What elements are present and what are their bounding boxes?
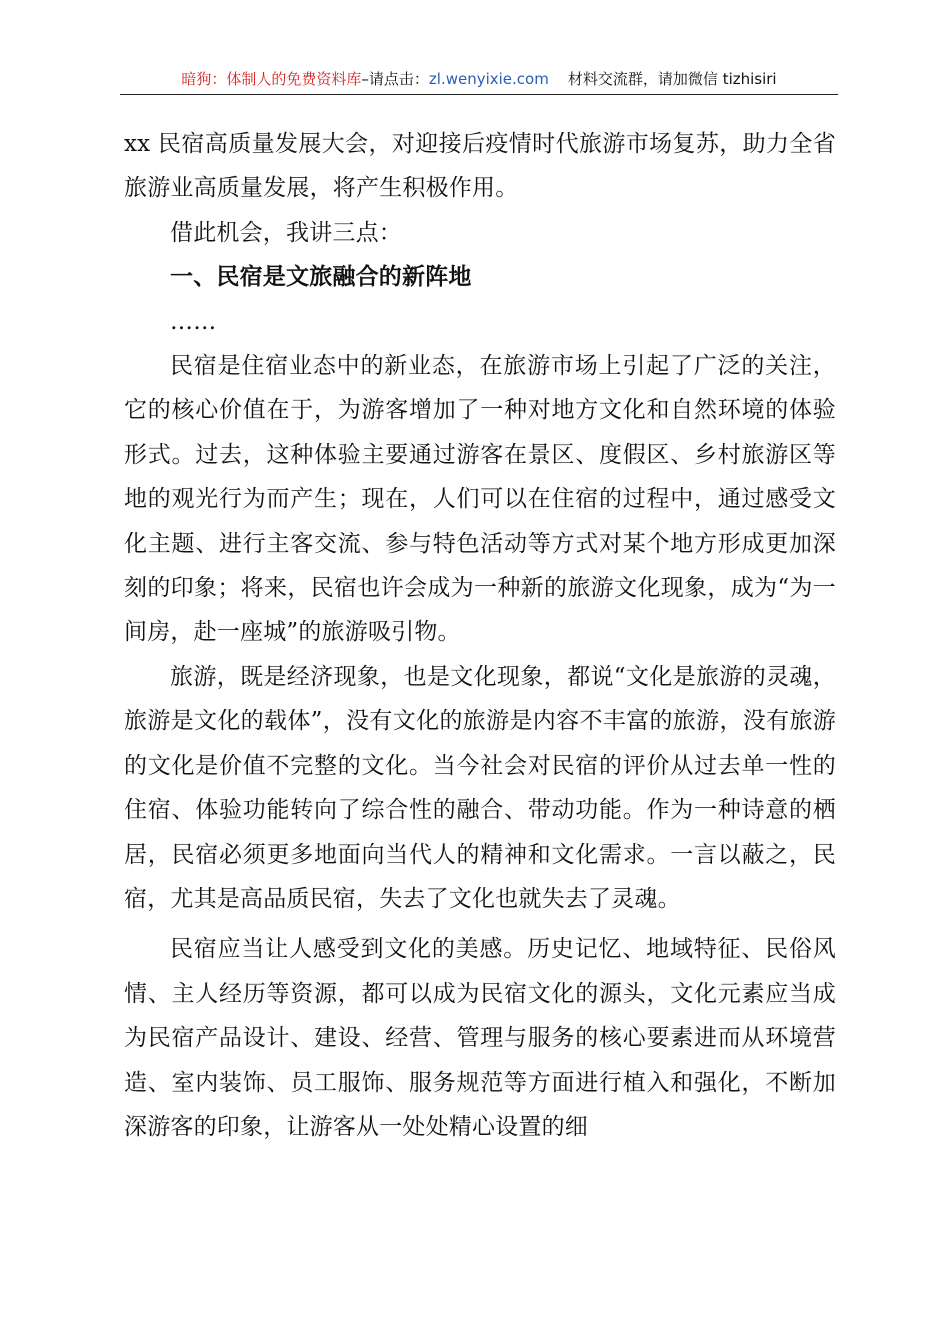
header-wechat-note: 材料交流群，请加微信 tizhisiri (567, 70, 777, 88)
header-site-name: 暗狗：体制人的免费资料库 (181, 70, 362, 88)
paragraph-tourism-culture: 旅游，既是经济现象，也是文化现象，都说“文化是旅游的灵魂，旅游是文化的载体”，没有文化的旅游是内容不丰富的旅游，没有旅游的文化是价值不完整的文化。当今社会对民宿的评价从过去单一性的住宿、体验功能转向了综合性的融合、带动功能。作为一种诗意的栖居，民宿必须更多地面向当代人的精神和文化需求。一言以蔽之，民宿，尤其是高品质民宿，失去了文化也就失去了灵魂。 (124, 663, 836, 912)
paragraph-culture-beauty: 民宿应当让人感受到文化的美感。历史记忆、地域特征、民俗风情、主人经历等资源，都可以成为民宿文化的源头，文化元素应当成为民宿产品设计、建设、经营、管理与服务的核心要素进而从环境营造、室内装饰、员工服饰、服务规范等方面进行植入和强化，不断加深游客的印象，让游客从一处处精心设置的细 (124, 936, 836, 1140)
section-heading-1: 一、民宿是文旅融合的新阵地 (170, 264, 472, 291)
paragraph-continuation: xx 民宿高质量发展大会，对迎接后疫情时代旅游市场复苏，助力全省旅游业高质量发展，将产生积极作用。 (124, 131, 836, 202)
ellipsis-line: …… (170, 308, 217, 335)
header-click-label: –请点击： (361, 70, 429, 88)
document-body (124, 122, 836, 1149)
paragraph-intro: 借此机会，我讲三点： (170, 219, 402, 246)
paragraph-homestay-value: 民宿是住宿业态中的新业态，在旅游市场上引起了广泛的关注，它的核心价值在于，为游客增加了一种对地方文化和自然环境的体验形式。过去，这种体验主要通过游客在景区、度假区、乡村旅游区等地的观光行为而产生；现在，人们可以在住宿的过程中，通过感受文化主题、进行主客交流、参与特色活动等方式对某个地方形成更加深刻的印象；将来，民宿也许会成为一种新的旅游文化现象，成为“为一间房，赴一座城”的旅游吸引物。 (124, 353, 836, 646)
header-url-link[interactable]: zl.wenyixie.com (428, 70, 549, 88)
page-header (120, 68, 838, 95)
